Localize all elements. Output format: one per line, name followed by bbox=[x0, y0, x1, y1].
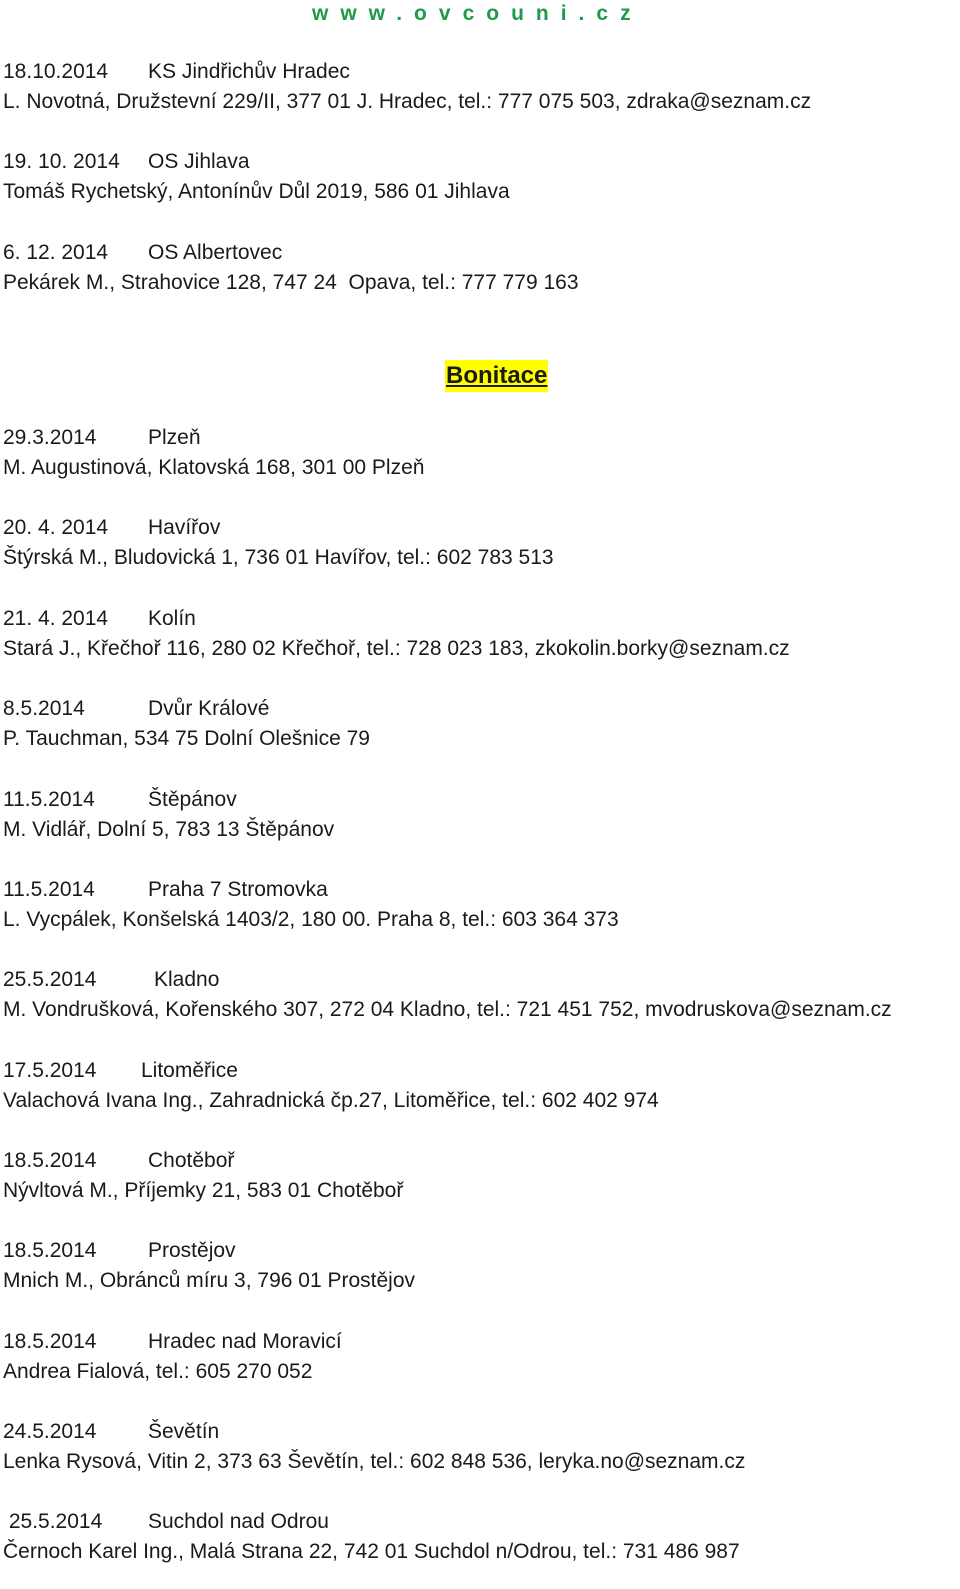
event-contact: M. Vondrušková, Kořenského 307, 272 04 Kladno, tel.: 721 451 752, mvodruskova@seznam.cz bbox=[3, 998, 892, 1021]
event-place: Dvůr Králové bbox=[148, 697, 270, 720]
event-entry bbox=[3, 1507, 958, 1567]
event-date: 6. 12. 2014 bbox=[3, 241, 109, 264]
event-entry bbox=[3, 965, 958, 1025]
event-date: 18.5.2014 bbox=[3, 1239, 97, 1262]
event-entry bbox=[3, 1417, 958, 1477]
event-contact: Stará J., Křečhoř 116, 280 02 Křečhoř, tel.: 728 023 183, zkokolin.borky@seznam.cz bbox=[3, 637, 790, 660]
event-date: 29.3.2014 bbox=[3, 426, 97, 449]
event-place: Ševětín bbox=[148, 1420, 220, 1443]
event-heading bbox=[3, 57, 958, 87]
event-date: 8.5.2014 bbox=[3, 697, 85, 720]
event-entry bbox=[3, 785, 958, 845]
event-entry bbox=[3, 238, 958, 298]
event-entry bbox=[3, 1236, 958, 1296]
event-place: Praha 7 Stromovka bbox=[148, 878, 328, 901]
event-date: 11.5.2014 bbox=[3, 878, 95, 901]
event-place: Hradec nad Moravicí bbox=[148, 1330, 342, 1353]
event-heading bbox=[3, 785, 958, 815]
event-place: Štěpánov bbox=[148, 788, 237, 811]
event-entry bbox=[3, 423, 958, 483]
event-date: 20. 4. 2014 bbox=[3, 516, 109, 539]
event-place: OS Albertovec bbox=[148, 241, 283, 264]
event-contact: Lenka Rysová, Vitin 2, 373 63 Ševětín, tel.: 602 848 536, leryka.no@seznam.cz bbox=[3, 1450, 746, 1473]
event-place: Suchdol nad Odrou bbox=[148, 1510, 329, 1533]
event-heading bbox=[3, 1056, 958, 1086]
event-contact: L. Vycpálek, Konšelská 1403/2, 180 00. Praha 8, tel.: 603 364 373 bbox=[3, 908, 619, 931]
event-heading bbox=[3, 1327, 958, 1357]
event-place: Litoměřice bbox=[141, 1059, 238, 1082]
event-entry bbox=[3, 1327, 958, 1387]
event-entry bbox=[3, 694, 958, 754]
event-heading bbox=[3, 1507, 958, 1537]
event-heading bbox=[3, 1236, 958, 1266]
site-header: www.ovcouni.cz bbox=[312, 2, 643, 25]
event-entry bbox=[3, 147, 958, 207]
event-date: 21. 4. 2014 bbox=[3, 607, 109, 630]
event-entry bbox=[3, 1146, 958, 1206]
event-contact: Mnich M., Obránců míru 3, 796 01 Prostějov bbox=[3, 1269, 416, 1292]
event-contact: Štýrská M., Bludovická 1, 736 01 Havířov, tel.: 602 783 513 bbox=[3, 546, 554, 569]
event-place: Chotěboř bbox=[148, 1149, 235, 1172]
event-contact: P. Tauchman, 534 75 Dolní Olešnice 79 bbox=[3, 727, 370, 750]
event-heading bbox=[3, 604, 958, 634]
event-heading bbox=[3, 1146, 958, 1176]
event-contact: Valachová Ivana Ing., Zahradnická čp.27, Litoměřice, tel.: 602 402 974 bbox=[3, 1089, 659, 1112]
event-heading bbox=[3, 423, 958, 453]
event-date: 19. 10. 2014 bbox=[3, 150, 120, 173]
event-contact: L. Novotná, Družstevní 229/II, 377 01 J. Hradec, tel.: 777 075 503, zdraka@seznam.cz bbox=[3, 90, 812, 113]
event-entry bbox=[3, 57, 958, 117]
event-entry bbox=[3, 875, 958, 935]
event-contact: M. Vidlář, Dolní 5, 783 13 Štěpánov bbox=[3, 818, 335, 841]
event-date: 18.10.2014 bbox=[3, 60, 109, 83]
event-contact: Pekárek M., Strahovice 128, 747 24 Opava, tel.: 777 779 163 bbox=[3, 271, 579, 294]
event-place: Prostějov bbox=[148, 1239, 236, 1262]
event-place: Kladno bbox=[154, 968, 220, 991]
event-place: OS Jihlava bbox=[148, 150, 250, 173]
event-date: 25.5.2014 bbox=[3, 968, 97, 991]
event-heading bbox=[3, 513, 958, 543]
event-heading bbox=[3, 1417, 958, 1447]
event-contact: Andrea Fialová, tel.: 605 270 052 bbox=[3, 1360, 313, 1383]
event-entry bbox=[3, 1056, 958, 1116]
event-place: KS Jindřichův Hradec bbox=[148, 60, 350, 83]
event-date: 24.5.2014 bbox=[3, 1420, 97, 1443]
event-heading bbox=[3, 694, 958, 724]
event-heading bbox=[3, 147, 958, 177]
event-date: 17.5.2014 bbox=[3, 1059, 97, 1082]
event-heading bbox=[3, 238, 958, 268]
event-heading bbox=[3, 875, 958, 905]
event-contact: Tomáš Rychetský, Antonínův Důl 2019, 586 01 Jihlava bbox=[3, 180, 510, 203]
event-date: 11.5.2014 bbox=[3, 788, 95, 811]
event-entry bbox=[3, 513, 958, 573]
event-contact: M. Augustinová, Klatovská 168, 301 00 Plzeň bbox=[3, 456, 425, 479]
event-contact: Nývltová M., Příjemky 21, 583 01 Chotěboř bbox=[3, 1179, 404, 1202]
event-place: Havířov bbox=[148, 516, 221, 539]
event-date: 18.5.2014 bbox=[3, 1149, 97, 1172]
event-place: Plzeň bbox=[148, 426, 201, 449]
event-place: Kolín bbox=[148, 607, 196, 630]
section-title-bonitace: Bonitace bbox=[445, 360, 548, 392]
event-date: 18.5.2014 bbox=[3, 1330, 97, 1353]
event-date: 25.5.2014 bbox=[3, 1510, 103, 1533]
event-contact: Černoch Karel Ing., Malá Strana 22, 742 01 Suchdol n/Odrou, tel.: 731 486 987 bbox=[3, 1540, 740, 1563]
event-heading bbox=[3, 965, 958, 995]
event-entry bbox=[3, 604, 958, 664]
